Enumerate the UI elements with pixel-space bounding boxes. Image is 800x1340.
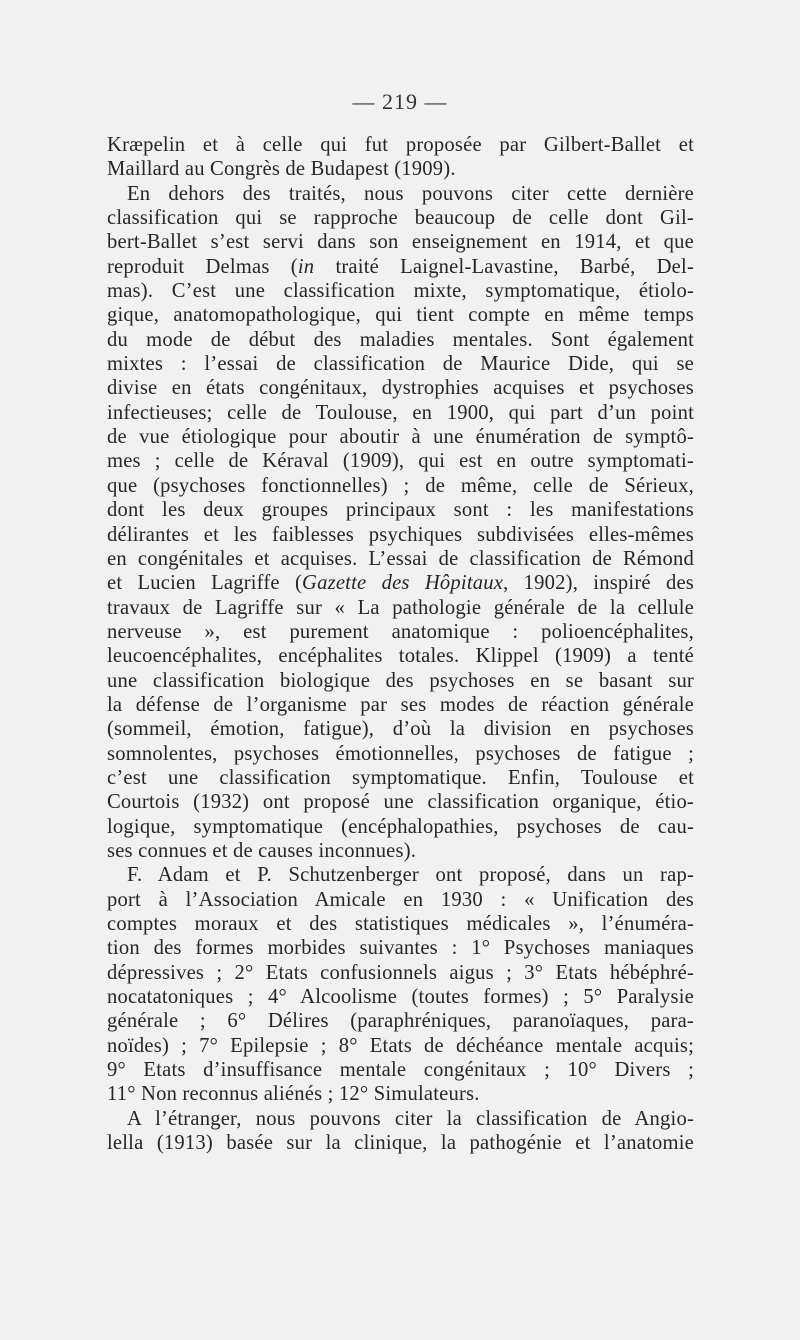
text-line: dépressives ; 2° Etats confusionnels aigus ; 3° Etats hébéphré- — [107, 961, 694, 984]
paragraph-4 — [107, 1107, 694, 1156]
text-line: mas). C’est une classification mixte, symptomatique, étiolo- — [107, 280, 694, 303]
text-line: 11° Non reconnus aliénés ; 12° Simulateurs. — [107, 1083, 480, 1106]
text-line: mes ; celle de Kéraval (1909), qui est en outre symptomati- — [107, 450, 694, 473]
text-segment: , 1902), inspiré des — [503, 572, 694, 595]
text-line: bert-Ballet s’est servi dans son enseignement en 1914, et que — [107, 231, 694, 254]
paragraph-1 — [107, 133, 694, 182]
text-line: délirantes et les faiblesses psychiques subdivisées elles-mêmes — [107, 523, 694, 546]
text-line: en congénitales et acquises. L’essai de classification de Rémond — [107, 547, 694, 570]
text-segment: traité Laignel-Lavastine, Barbé, Del- — [314, 255, 694, 278]
text-line: port à l’Association Amicale en 1930 : « Unification des — [107, 888, 694, 911]
text-line: Courtois (1932) ont proposé une classification organique, étio- — [107, 791, 694, 814]
text-line: comptes moraux et des statistiques médicales », l’énuméra- — [107, 913, 694, 935]
text-line: somnolentes, psychoses émotionnelles, psychoses de fatigue ; — [107, 742, 694, 765]
text-line: c’est une classification symptomatique. Enfin, Toulouse et — [107, 766, 694, 789]
text-line: 9° Etats d’insuffisance mentale congénitaux ; 10° Divers ; — [107, 1059, 694, 1082]
paragraph-3 — [107, 863, 694, 1106]
text-line: gique, anatomopathologique, qui tient compte en même temps — [107, 304, 694, 327]
text-line: logique, symptomatique (encéphalopathies, psychoses de cau- — [107, 815, 694, 838]
text-line: A l’étranger, nous pouvons citer la classification de Angio- — [127, 1107, 694, 1130]
text-line: que (psychoses fonctionnelles) ; de même, celle de Sérieux, — [107, 474, 694, 497]
text-line: Maillard au Congrès de Budapest (1909). — [107, 158, 456, 181]
text-line: ses connues et de causes inconnues). — [107, 839, 417, 862]
text-line: lella (1913) basée sur la clinique, la pathogénie et l’anatomie — [107, 1132, 694, 1155]
italic-in: in — [297, 255, 315, 278]
text-line: leucoencéphalites, encéphalites totales. Klippel (1909) a tenté — [107, 645, 694, 668]
text-line: nocatatoniques ; 4° Alcoolisme (toutes formes) ; 5° Paralysie — [107, 986, 694, 1009]
text-line: du mode de début des maladies mentales. Sont également — [107, 328, 694, 351]
text-line: divise en états congénitaux, dystrophies acquises et psychoses — [107, 377, 694, 400]
paragraph-2 — [107, 182, 694, 864]
text-line: générale ; 6° Délires (paraphréniques, paranoïaques, para- — [107, 1010, 694, 1033]
text-line: mixtes : l’essai de classification de Maurice Dide, qui se — [107, 353, 694, 376]
text-line: noïdes) ; 7° Epilepsie ; 8° Etats de déchéance mentale acquis; — [107, 1034, 694, 1057]
text-line: F. Adam et P. Schutzenberger ont proposé, dans un rap- — [127, 864, 694, 887]
text-line: Kræpelin et à celle qui fut proposée par Gilbert-Ballet et — [107, 134, 694, 156]
body-text — [107, 133, 694, 1155]
text-line: dont les deux groupes principaux sont : les manifestations — [107, 499, 694, 522]
text-segment: reproduit Delmas ( — [107, 255, 298, 278]
page-number: — 219 — — [352, 89, 448, 114]
italic-gazette: Gazette des Hôpitaux — [302, 572, 504, 595]
text-line: classification qui se rapproche beaucoup de celle dont Gil- — [107, 207, 694, 230]
text-line: de vue étiologique pour aboutir à une énumération de symptô- — [107, 426, 694, 449]
text-line: une classification biologique des psychoses en se basant sur — [107, 669, 694, 692]
text-line: (sommeil, émotion, fatigue), d’où la division en psychoses — [107, 718, 694, 741]
text-line-italic-gazette — [107, 571, 694, 595]
text-line-italic-in — [107, 255, 694, 279]
text-line: nerveuse », est purement anatomique : polioencéphalites, — [107, 620, 694, 643]
text-line: tion des formes morbides suivantes : 1° Psychoses maniaques — [107, 937, 694, 960]
text-line: la défense de l’organisme par ses modes de réaction générale — [107, 693, 694, 716]
text-line: infectieuses; celle de Toulouse, en 1900, qui part d’un point — [107, 401, 694, 424]
text-segment: et Lucien Lagriffe ( — [107, 572, 303, 595]
text-line: En dehors des traités, nous pouvons citer cette dernière — [127, 182, 694, 205]
text-line: travaux de Lagriffe sur « La pathologie générale de la cellule — [107, 596, 694, 619]
